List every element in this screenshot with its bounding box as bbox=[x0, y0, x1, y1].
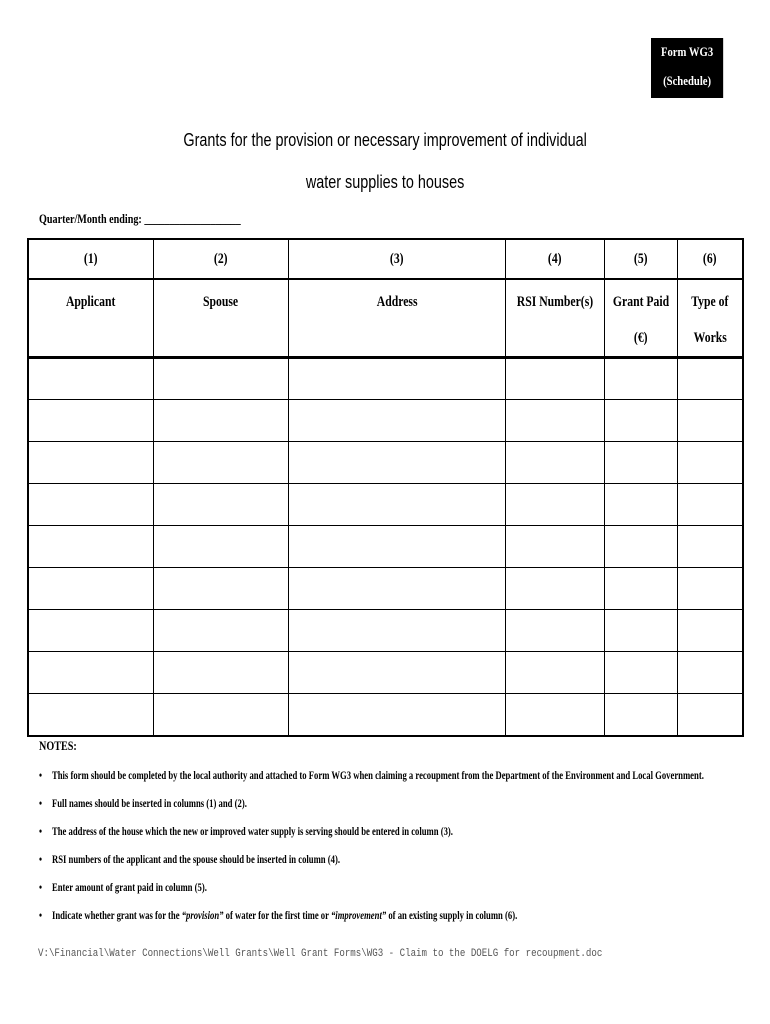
note-item: • This form should be completed by the local authority and attached to Form WG3 when claiming a recoupment from the Department of the Environment and Local Government. bbox=[39, 768, 704, 782]
table-cell[interactable] bbox=[154, 400, 289, 442]
col-number-4: (4) bbox=[505, 239, 604, 279]
table-cell[interactable] bbox=[288, 526, 505, 568]
note-item: • The address of the house which the new or improved water supply is serving should be entered in column (3). bbox=[39, 824, 453, 838]
table-cell[interactable] bbox=[28, 652, 154, 694]
table-cell[interactable] bbox=[288, 652, 505, 694]
table-cell[interactable] bbox=[154, 568, 289, 610]
note-item: • Full names should be inserted in columns (1) and (2). bbox=[39, 796, 247, 810]
table-row bbox=[28, 484, 743, 526]
table-row bbox=[28, 652, 743, 694]
header-address: Address bbox=[288, 279, 505, 358]
table-cell[interactable] bbox=[677, 694, 743, 736]
header-applicant: Applicant bbox=[28, 279, 154, 358]
table-cell[interactable] bbox=[677, 526, 743, 568]
table-cell[interactable] bbox=[677, 400, 743, 442]
table-cell[interactable] bbox=[288, 484, 505, 526]
table-cell[interactable] bbox=[154, 442, 289, 484]
table-cell[interactable] bbox=[28, 400, 154, 442]
note-item: • RSI numbers of the applicant and the spouse should be inserted in column (4). bbox=[39, 852, 341, 866]
table-row bbox=[28, 610, 743, 652]
table-cell[interactable] bbox=[28, 442, 154, 484]
table-cell[interactable] bbox=[154, 526, 289, 568]
page-title-line-1: Grants for the provision or necessary improvement of individual bbox=[183, 130, 587, 150]
table-cell[interactable] bbox=[28, 610, 154, 652]
note-item: • Indicate whether grant was for the “provision” of water for the first time or “improvement” of an existing supply in column (6). bbox=[39, 908, 518, 922]
page-title-line-2: water supplies to houses bbox=[305, 172, 465, 192]
table-cell[interactable] bbox=[505, 442, 604, 484]
table-cell[interactable] bbox=[288, 442, 505, 484]
notes-list bbox=[39, 768, 704, 936]
table-cell[interactable] bbox=[677, 652, 743, 694]
table-row bbox=[28, 400, 743, 442]
table-cell[interactable] bbox=[505, 358, 604, 400]
note-item: • Enter amount of grant paid in column (5). bbox=[39, 880, 207, 894]
form-number: Form WG3 bbox=[660, 44, 714, 59]
table-cell[interactable] bbox=[677, 358, 743, 400]
table-cell[interactable] bbox=[505, 610, 604, 652]
col-number-3: (3) bbox=[288, 239, 505, 279]
table-cell[interactable] bbox=[28, 568, 154, 610]
table-cell[interactable] bbox=[604, 484, 677, 526]
table-cell[interactable] bbox=[154, 610, 289, 652]
column-number-row bbox=[28, 239, 743, 279]
grants-table bbox=[27, 238, 744, 737]
table-cell[interactable] bbox=[677, 484, 743, 526]
table-cell[interactable] bbox=[288, 358, 505, 400]
table-cell[interactable] bbox=[154, 652, 289, 694]
table-row bbox=[28, 568, 743, 610]
table-cell[interactable] bbox=[677, 610, 743, 652]
table-cell[interactable] bbox=[505, 694, 604, 736]
form-schedule-label: (Schedule) bbox=[663, 73, 712, 88]
table-cell[interactable] bbox=[677, 568, 743, 610]
table-cell[interactable] bbox=[288, 400, 505, 442]
header-grant-paid: Grant Paid (€) bbox=[604, 279, 677, 358]
table-cell[interactable] bbox=[288, 568, 505, 610]
table-cell[interactable] bbox=[28, 358, 154, 400]
header-spouse: Spouse bbox=[154, 279, 289, 358]
table-cell[interactable] bbox=[154, 484, 289, 526]
col-number-2: (2) bbox=[154, 239, 289, 279]
header-type-of-works: Type of Works bbox=[677, 279, 743, 358]
table-cell[interactable] bbox=[604, 568, 677, 610]
table-row bbox=[28, 442, 743, 484]
notes-heading: NOTES: bbox=[39, 738, 77, 753]
table-row bbox=[28, 526, 743, 568]
table-cell[interactable] bbox=[505, 526, 604, 568]
quarter-month-ending-field[interactable]: Quarter/Month ending: ___________________ bbox=[39, 211, 241, 226]
table-cell[interactable] bbox=[28, 694, 154, 736]
column-header-row bbox=[28, 279, 743, 358]
table-cell[interactable] bbox=[604, 358, 677, 400]
table-cell[interactable] bbox=[604, 400, 677, 442]
col-number-1: (1) bbox=[28, 239, 154, 279]
col-number-5: (5) bbox=[604, 239, 677, 279]
table-cell[interactable] bbox=[28, 484, 154, 526]
form-badge bbox=[651, 38, 723, 98]
table-cell[interactable] bbox=[604, 652, 677, 694]
table-cell[interactable] bbox=[505, 400, 604, 442]
table-cell[interactable] bbox=[677, 442, 743, 484]
table-cell[interactable] bbox=[604, 610, 677, 652]
table-cell[interactable] bbox=[505, 484, 604, 526]
table-cell[interactable] bbox=[288, 694, 505, 736]
table-cell[interactable] bbox=[154, 694, 289, 736]
table-cell[interactable] bbox=[28, 526, 154, 568]
table-row bbox=[28, 694, 743, 736]
table-cell[interactable] bbox=[604, 442, 677, 484]
table-cell[interactable] bbox=[604, 694, 677, 736]
file-path-footer: V:\Financial\Water Connections\Well Grants\Well Grant Forms\WG3 - Claim to the DOELG for recoupment.doc bbox=[38, 948, 603, 960]
table-cell[interactable] bbox=[288, 610, 505, 652]
table-cell[interactable] bbox=[505, 568, 604, 610]
table-cell[interactable] bbox=[505, 652, 604, 694]
table-row bbox=[28, 358, 743, 400]
table-cell[interactable] bbox=[154, 358, 289, 400]
header-rsi-number: RSI Number(s) bbox=[505, 279, 604, 358]
table-cell[interactable] bbox=[604, 526, 677, 568]
col-number-6: (6) bbox=[677, 239, 743, 279]
